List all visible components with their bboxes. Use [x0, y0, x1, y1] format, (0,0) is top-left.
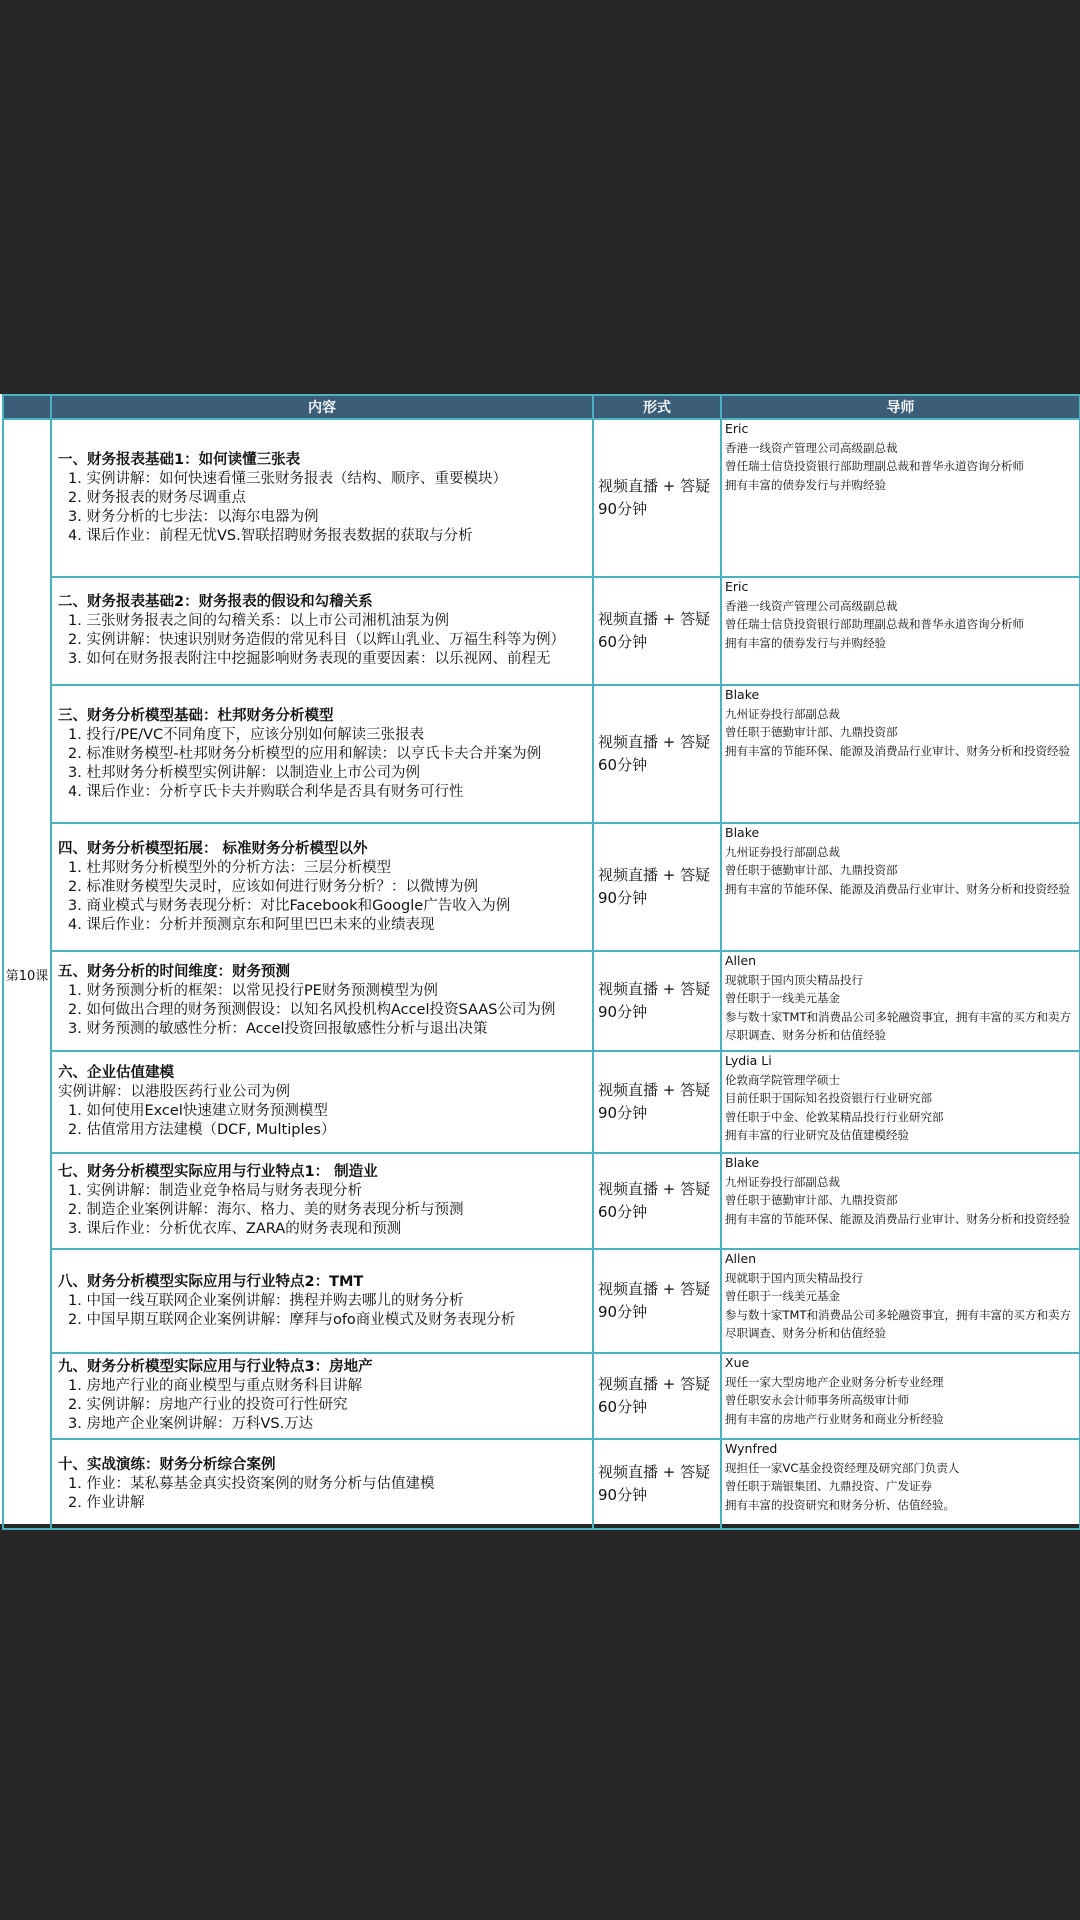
content-line: 3. 财务预测的敏感性分析：Accel投资回报敏感性分析与退出决策 — [68, 1021, 488, 1037]
format-cell — [593, 1353, 721, 1439]
content-cell — [51, 1353, 593, 1439]
format-cell — [593, 419, 721, 577]
tutor-bio-line: 香港一线资产管理公司高级副总裁 — [725, 440, 898, 455]
tutor-bio-line: 九州证券投行部副总裁 — [725, 706, 840, 721]
tutor-name: Eric — [725, 579, 749, 594]
tutor-cell — [721, 1153, 1080, 1249]
format-cell — [593, 1249, 721, 1353]
header-content: 内容 — [51, 395, 593, 419]
duration-label: 60分钟 — [598, 756, 648, 774]
duration-label: 90分钟 — [598, 500, 648, 518]
content-line: 1. 杜邦财务分析模型外的分析方法：三层分析模型 — [68, 859, 391, 876]
table-row — [3, 685, 1080, 823]
content-line: 1. 中国一线互联网企业案例讲解：携程并购去哪儿的财务分析 — [68, 1292, 464, 1309]
content-line: 2. 估值常用方法建模（DCF, Multiples） — [68, 1122, 336, 1138]
format-label: 视频直播 + 答疑 — [598, 1180, 711, 1198]
section-title: 二、财务报表基础2：财务报表的假设和勾稽关系 — [58, 594, 373, 610]
content-line: 1. 如何使用Excel快速建立财务预测模型 — [68, 1103, 328, 1119]
tutor-cell — [721, 685, 1080, 823]
tutor-bio-line: 曾任职于中金、伦敦某精品投行行业研究部 — [725, 1109, 944, 1124]
tutor-bio-line: 九州证券投行部副总裁 — [725, 1174, 840, 1189]
content-line: 1. 实例讲解：如何快速看懂三张财务报表（结构、顺序、重要模块） — [68, 470, 507, 487]
section-title: 八、财务分析模型实际应用与行业特点2：TMT — [58, 1273, 364, 1290]
tutor-name: Allen — [725, 953, 757, 968]
tutor-bio-line: 拥有丰富的行业研究及估值建模经验 — [725, 1128, 909, 1142]
table-header-row — [3, 395, 1080, 419]
tutor-bio-line: 拥有丰富的债券发行与并购经验 — [725, 477, 886, 492]
content-line: 1. 实例讲解：制造业竞争格局与财务表现分析 — [68, 1183, 362, 1199]
header-format: 形式 — [593, 395, 721, 419]
duration-label: 60分钟 — [598, 633, 648, 651]
content-line: 实例讲解：以港股医药行业公司为例 — [58, 1084, 290, 1100]
content-line: 1. 作业：某私募基金真实投资案例的财务分析与估值建模 — [68, 1475, 435, 1492]
tutor-bio-line: 拥有丰富的节能环保、能源及消费品行业审计、财务分析和投资经验 — [725, 743, 1070, 758]
tutor-bio-line: 曾任职于德勤审计部、九鼎投资部 — [725, 725, 898, 739]
duration-label: 90分钟 — [598, 1003, 648, 1021]
content-cell — [51, 951, 593, 1051]
content-cell — [51, 685, 593, 823]
content-line: 2. 实例讲解：房地产行业的投资可行性研究 — [68, 1397, 348, 1413]
tutor-bio-line: 九州证券投行部副总裁 — [725, 844, 840, 859]
table-body — [3, 419, 1080, 1529]
tutor-bio-line: 伦敦商学院管理学硕士 — [725, 1072, 840, 1087]
tutor-name: Eric — [725, 421, 749, 436]
lesson-label: 第10课 — [5, 968, 49, 984]
format-cell — [593, 823, 721, 951]
content-line: 3. 商业模式与财务表现分析：对比Facebook和Google广告收入为例 — [68, 897, 511, 914]
content-line: 3. 课后作业：分析优衣库、ZARA的财务表现和预测 — [68, 1221, 402, 1237]
format-label: 视频直播 + 答疑 — [598, 477, 711, 495]
content-line: 1. 房地产行业的商业模型与重点财务科目讲解 — [68, 1378, 362, 1394]
lesson-cell — [3, 419, 51, 1529]
tutor-bio-line: 现就职于国内顶尖精品投行 — [725, 1270, 863, 1285]
content-line: 2. 中国早期互联网企业案例讲解：摩拜与ofo商业模式及财务表现分析 — [68, 1311, 516, 1328]
content-line: 2. 如何做出合理的财务预测假设：以知名风投机构Accel投资SAAS公司为例 — [68, 1002, 556, 1018]
content-line: 4. 课后作业：前程无忧VS.智联招聘财务报表数据的获取与分析 — [68, 527, 473, 544]
table-row — [3, 1249, 1080, 1353]
table-row — [3, 1153, 1080, 1249]
format-label: 视频直播 + 答疑 — [598, 866, 711, 884]
tutor-bio-line: 曾任职于德勤审计部、九鼎投资部 — [725, 863, 898, 877]
tutor-bio-line: 曾任职于德勤审计部、九鼎投资部 — [725, 1193, 898, 1207]
tutor-cell — [721, 1353, 1080, 1439]
tutor-name: Wynfred — [725, 1441, 778, 1456]
duration-label: 90分钟 — [598, 889, 648, 907]
tutor-bio-line: 曾任瑞士信贷投资银行部助理副总裁和普华永道咨询分析师 — [725, 617, 1024, 631]
section-title: 七、财务分析模型实际应用与行业特点1： 制造业 — [58, 1164, 378, 1180]
tutor-cell — [721, 1249, 1080, 1353]
tutor-bio-line: 拥有丰富的房地产行业财务和商业分析经验 — [725, 1411, 944, 1426]
duration-label: 90分钟 — [598, 1104, 648, 1122]
tutor-cell — [721, 577, 1080, 685]
content-line: 3. 房地产企业案例讲解：万科VS.万达 — [68, 1416, 314, 1432]
tutor-name: Blake — [725, 687, 760, 702]
tutor-bio-line: 拥有丰富的投资研究和财务分析、估值经验。 — [725, 1497, 955, 1512]
format-label: 视频直播 + 答疑 — [598, 733, 711, 751]
content-cell — [51, 419, 593, 577]
format-cell — [593, 1051, 721, 1153]
content-line: 1. 投行/PE/VC不同角度下，应该分别如何解读三张报表 — [68, 726, 425, 743]
format-cell — [593, 1439, 721, 1529]
tutor-bio-line: 现就职于国内顶尖精品投行 — [725, 972, 863, 987]
tutor-bio-line: 拥有丰富的债券发行与并购经验 — [725, 635, 886, 650]
tutor-name: Blake — [725, 1155, 760, 1170]
tutor-name: Lydia Li — [725, 1053, 772, 1068]
table-row — [3, 823, 1080, 951]
content-line: 1. 财务预测分析的框架：以常见投行PE财务预测模型为例 — [68, 983, 438, 999]
section-title: 四、财务分析模型拓展： 标准财务分析模型以外 — [58, 840, 368, 857]
content-line: 2. 标准财务模型失灵时，应该如何进行财务分析？：以微博为例 — [68, 878, 478, 895]
content-line: 3. 财务分析的七步法：以海尔电器为例 — [68, 508, 319, 525]
table-row — [3, 951, 1080, 1051]
content-line: 2. 实例讲解：快速识别财务造假的常见科目（以辉山乳业、万福生科等为例） — [68, 632, 565, 648]
tutor-bio-line: 曾任职于一线美元基金 — [725, 991, 840, 1005]
section-title: 一、财务报表基础1：如何读懂三张表 — [58, 451, 301, 468]
content-cell — [51, 1439, 593, 1529]
content-line: 1. 三张财务报表之间的勾稽关系：以上市公司湘机油泵为例 — [68, 613, 449, 629]
content-line: 4. 课后作业：分析并预测京东和阿里巴巴未来的业绩表现 — [68, 916, 435, 933]
format-label: 视频直播 + 答疑 — [598, 1375, 711, 1393]
tutor-bio-line: 拥有丰富的节能环保、能源及消费品行业审计、财务分析和投资经验 — [725, 1211, 1070, 1226]
tutor-bio-line: 拥有丰富的节能环保、能源及消费品行业审计、财务分析和投资经验 — [725, 881, 1070, 896]
format-cell — [593, 1153, 721, 1249]
content-line: 3. 如何在财务报表附注中挖掘影响财务表现的重要因素：以乐视网、前程无 — [68, 651, 551, 667]
table-row — [3, 419, 1080, 577]
tutor-bio-line: 参与数十家TMT和消费品公司多轮融资事宜，拥有丰富的买方和卖方尽职调查、财务分析和估值经验 — [725, 1009, 1071, 1042]
tutor-cell — [721, 951, 1080, 1051]
format-cell — [593, 951, 721, 1051]
format-cell — [593, 685, 721, 823]
duration-label: 90分钟 — [598, 1486, 648, 1504]
table-row — [3, 1353, 1080, 1439]
content-cell — [51, 1153, 593, 1249]
format-label: 视频直播 + 答疑 — [598, 1280, 711, 1298]
course-table — [2, 394, 1080, 1530]
tutor-bio-line: 现任一家大型房地产企业财务分析专业经理 — [725, 1374, 944, 1389]
tutor-name: Xue — [725, 1355, 750, 1370]
tutor-bio-line: 曾任职于一线美元基金 — [725, 1289, 840, 1303]
tutor-bio-line: 香港一线资产管理公司高级副总裁 — [725, 598, 898, 613]
tutor-name: Allen — [725, 1251, 757, 1266]
duration-label: 60分钟 — [598, 1203, 648, 1221]
content-line: 2. 标准财务模型-杜邦财务分析模型的应用和解读：以亨氏卡夫合并案为例 — [68, 745, 542, 762]
duration-label: 60分钟 — [598, 1398, 648, 1416]
table-row — [3, 1439, 1080, 1529]
content-cell — [51, 823, 593, 951]
header-tutor: 导师 — [721, 395, 1080, 419]
header-lesson-cell — [3, 395, 51, 419]
tutor-bio-line: 参与数十家TMT和消费品公司多轮融资事宜，拥有丰富的买方和卖方尽职调查、财务分析和估值经验 — [725, 1307, 1071, 1340]
course-schedule-sheet — [0, 394, 1080, 1524]
section-title: 三、财务分析模型基础：杜邦财务分析模型 — [58, 707, 334, 724]
content-line: 2. 制造企业案例讲解：海尔、格力、美的财务表现分析与预测 — [68, 1202, 464, 1218]
tutor-cell — [721, 1439, 1080, 1529]
section-title: 十、实战演练：财务分析综合案例 — [58, 1456, 276, 1473]
content-line: 4. 课后作业：分析亨氏卡夫并购联合利华是否具有财务可行性 — [68, 783, 464, 800]
tutor-cell — [721, 1051, 1080, 1153]
section-title: 九、财务分析模型实际应用与行业特点3：房地产 — [58, 1359, 373, 1375]
tutor-bio-line: 曾任职安永会计师事务所高级审计师 — [725, 1393, 909, 1407]
content-cell — [51, 577, 593, 685]
format-cell — [593, 577, 721, 685]
content-line: 3. 杜邦财务分析模型实例讲解：以制造业上市公司为例 — [68, 764, 420, 781]
section-title: 五、财务分析的时间维度：财务预测 — [58, 964, 290, 980]
format-label: 视频直播 + 答疑 — [598, 1463, 711, 1481]
tutor-cell — [721, 419, 1080, 577]
content-cell — [51, 1051, 593, 1153]
section-title: 六、企业估值建模 — [58, 1065, 174, 1081]
tutor-name: Blake — [725, 825, 760, 840]
tutor-bio-line: 曾任瑞士信贷投资银行部助理副总裁和普华永道咨询分析师 — [725, 459, 1024, 473]
table-row — [3, 577, 1080, 685]
tutor-cell — [721, 823, 1080, 951]
tutor-bio-line: 曾任职于瑞银集团、九鼎投资、广发证券 — [725, 1479, 932, 1493]
content-line: 2. 作业讲解 — [68, 1494, 145, 1511]
format-label: 视频直播 + 答疑 — [598, 1081, 711, 1099]
table-row — [3, 1051, 1080, 1153]
tutor-bio-line: 现担任一家VC基金投资经理及研究部门负责人 — [725, 1460, 960, 1475]
content-line: 2. 财务报表的财务尽调重点 — [68, 489, 246, 506]
duration-label: 90分钟 — [598, 1303, 648, 1321]
format-label: 视频直播 + 答疑 — [598, 980, 711, 998]
format-label: 视频直播 + 答疑 — [598, 610, 711, 628]
content-cell — [51, 1249, 593, 1353]
tutor-bio-line: 目前任职于国际知名投资银行行业研究部 — [725, 1091, 932, 1105]
